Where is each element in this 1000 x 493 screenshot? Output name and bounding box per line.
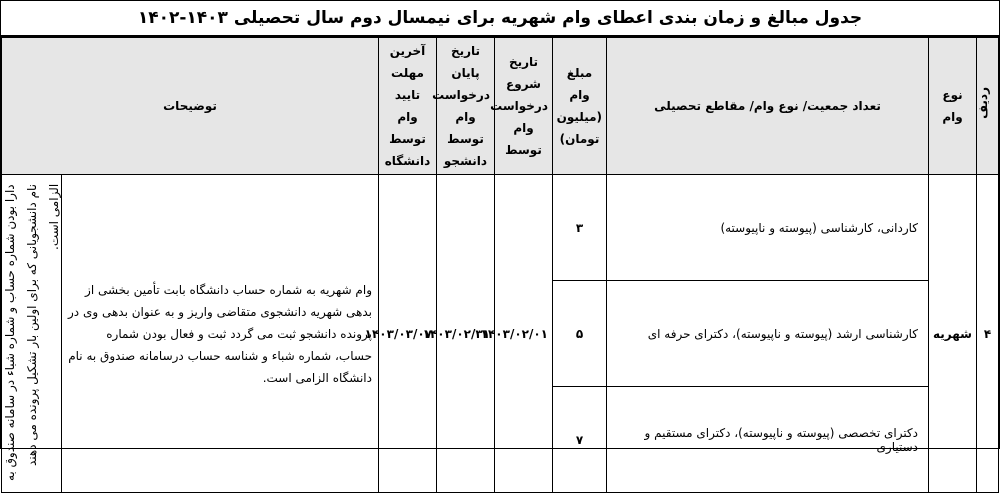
header-row [2, 38, 999, 175]
header-row-number: ردیف [977, 38, 999, 175]
amount-cell: ۳ [553, 175, 607, 281]
level-label: کاردانی، کارشناسی (پیوسته و ناپیوسته) [607, 175, 929, 281]
header-end: تاریخ پایان درخواست وام توسط دانشجو [437, 38, 495, 175]
level-label: کارشناسی ارشد (پیوسته و ناپیوسته)، دکترای حرفه ای [607, 281, 929, 387]
row-number: ۴ [977, 175, 999, 493]
amount-cell: ۷ [553, 387, 607, 493]
side-note-cell [2, 175, 62, 493]
loan-type-cell: شهریه [929, 175, 977, 493]
loan-table [1, 37, 999, 493]
start-date-cell: ۱۴۰۳/۰۲/۰۱ [495, 175, 553, 493]
header-levels: تعداد جمعیت/ نوع وام/ مقاطع تحصیلی [607, 38, 929, 175]
amount-cell: ۵ [553, 281, 607, 387]
end-date-cell: ۱۴۰۳/۰۲/۳۱ [437, 175, 495, 493]
side-note-text: دارا بودن شماره حساب و شماره شباء در سامانه صندوق به نام دانشجویانی که برای اولین بار تشکیل پرونده می دهند الزامی است. [2, 183, 61, 481]
header-deadline: آخرین مهلت تایید وام توسط دانشگاه [379, 38, 437, 175]
header-amount: مبلغ وام (میلیون تومان) [553, 38, 607, 175]
deadline-cell: ۱۴۰۳/۰۳/۰۷ [379, 175, 437, 493]
header-start: تاریخ شروع درخواست وام توسط [495, 38, 553, 175]
level-label: دکترای تخصصی (پیوسته و ناپیوسته)، دکترای مستقیم و دستیاری [607, 387, 929, 493]
table-title: جدول مبالغ و زمان بندی اعطای وام شهریه برای نیمسال دوم سال تحصیلی ۱۴۰۳-۱۴۰۲ [1, 1, 999, 37]
header-notes: توضیحات [2, 38, 379, 175]
table-row [2, 175, 999, 281]
header-loan-type: نوع وام [929, 38, 977, 175]
notes-cell: وام شهریه به شماره حساب دانشگاه بابت تأمین بخشی از بدهی شهریه دانشجوی متقاضی واریز و به عنوان بدهی وی در پرونده دانشجو ثبت می گردد ثبت و فعال بودن شماره حساب، شماره شباء و شناسه حساب درسامانه صندوق به نام دانشگاه الزامی است. [62, 175, 379, 493]
